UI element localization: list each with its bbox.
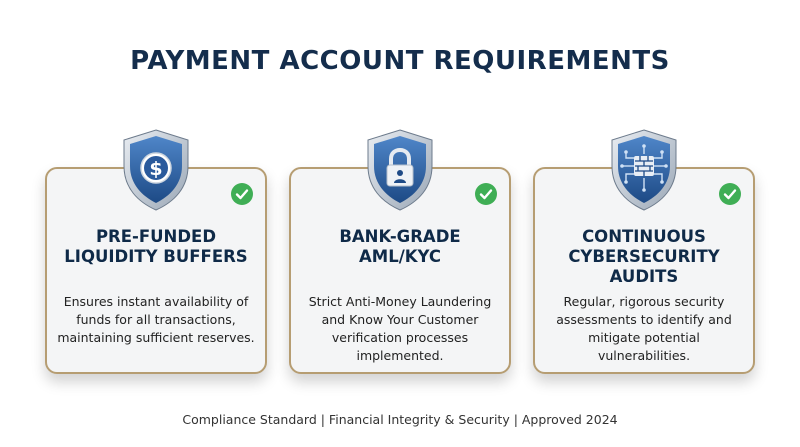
card-description: Regular, rigorous security assessments to identify and mitigate potential vulnerabilities. (556, 294, 732, 363)
card-title: BANK-GRADE AML/KYC (339, 227, 461, 266)
check-icon (231, 183, 253, 205)
card-title: CONTINUOUS CYBERSECURITY AUDITS (568, 227, 720, 286)
card-description: Strict Anti-Money Laundering and Know Your Customer verification processes implemented. (308, 294, 492, 363)
page-title: PAYMENT ACCOUNT REQUIREMENTS (130, 46, 670, 76)
circuit-shield-icon (608, 128, 680, 212)
check-icon (719, 183, 741, 205)
svg-text:$: $ (149, 158, 163, 180)
dollar-shield-icon (120, 128, 192, 212)
check-icon (475, 183, 497, 205)
lock-shield-icon (364, 128, 436, 212)
card-description: Ensures instant availability of funds for all transactions, maintaining sufficient reserves. (57, 294, 255, 345)
footer-text: Compliance Standard | Financial Integrity & Security | Approved 2024 (182, 412, 618, 427)
card-title: PRE-FUNDED LIQUIDITY BUFFERS (64, 227, 248, 266)
